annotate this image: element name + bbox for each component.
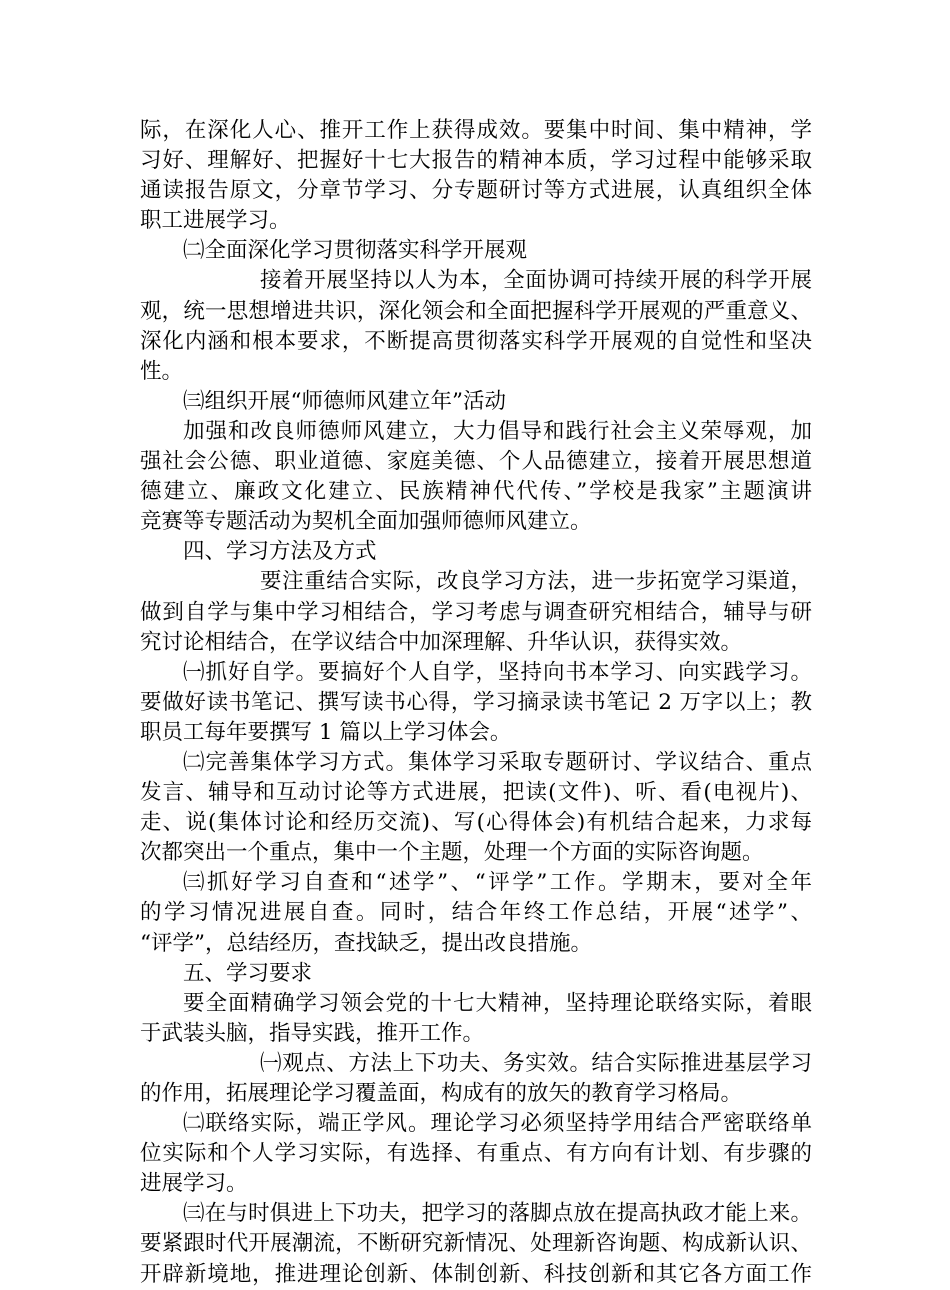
text-line: 进展学习。 <box>140 1171 248 1197</box>
text-line: ㈢在与时俱进上下功夫，把学习的落脚点放在提高执政才能上来。 <box>183 1201 812 1227</box>
text-line: 要注重结合实际，改良学习方法，进一步拓宽学习渠道， <box>260 569 812 595</box>
text-line: 五、学习要求 <box>183 960 313 986</box>
text-line: 竞赛等专题活动为契机全面加强师德师风建立。 <box>140 509 592 535</box>
document-body-text <box>140 116 812 1290</box>
text-line: 德建立、廉政文化建立、民族精神代代传、”学校是我家”主题演讲 <box>140 479 812 505</box>
text-line: 观，统一思想增进共识，深化领会和全面把握科学开展观的严重意义、 <box>140 298 812 324</box>
text-line: 的学习情况进展自查。同时，结合年终工作总结，开展“述学”、 <box>140 900 812 926</box>
text-line: 职工进展学习。 <box>140 208 291 234</box>
text-line: 做到自学与集中学习相结合，学习考虑与调查研究相结合，辅导与研 <box>140 599 812 625</box>
text-line: 位实际和个人学习实际，有选择、有重点、有方向有计划、有步骤的 <box>140 1141 812 1167</box>
text-line: 次都突出一个重点，集中一个主题，处理一个方面的实际咨询题。 <box>140 840 764 866</box>
text-line: 习好、理解好、把握好十七大报告的精神本质，学习过程中能够采取 <box>140 148 812 174</box>
text-line: ㈡联络实际，端正学风。理论学习必须坚持学用结合严密联络单 <box>183 1111 812 1137</box>
text-line: 际，在深化人心、推开工作上获得成效。要集中时间、集中精神，学 <box>140 118 812 143</box>
text-line: 性。 <box>140 358 184 384</box>
text-line: 接着开展坚持以人为本，全面协调可持续开展的科学开展 <box>260 268 812 294</box>
text-line: ㈠观点、方法上下功夫、务实效。结合实际推进基层学习 <box>260 1050 812 1076</box>
text-line: 要全面精确学习领会党的十七大精神，坚持理论联络实际，着眼 <box>183 990 812 1016</box>
text-line: 开辟新境地，推进理论创新、体制创新、科技创新和其它各方面工作 <box>140 1261 812 1287</box>
text-line: 于武装头脑，指导实践，推开工作。 <box>140 1020 485 1046</box>
text-line: 发言、辅导和互动讨论等方式进展，把读(文件)、听、看(电视片)、 <box>140 780 812 806</box>
text-line: 四、学习方法及方式 <box>183 539 377 565</box>
text-line: 加强和改良师德师风建立，大力倡导和践行社会主义荣辱观，加 <box>183 418 812 444</box>
text-line: 的作用，拓展理论学习覆盖面，构成有的放矢的教育学习格局。 <box>140 1081 743 1106</box>
text-line: ㈡全面深化学习贯彻落实科学开展观 <box>183 238 528 264</box>
text-line: 深化内涵和根本要求，不断提高贯彻落实科学开展观的自觉性和坚决 <box>140 328 812 354</box>
text-line: 走、说(集体讨论和经历交流)、写(心得体会)有机结合起来，力求每 <box>140 810 812 836</box>
text-line: ㈢抓好学习自查和“述学”、“评学”工作。学期末，要对全年 <box>183 870 812 896</box>
text-line: 要做好读书笔记、撰写读书心得，学习摘录读书笔记 2 万字以上；教 <box>140 689 812 715</box>
text-line: 究讨论相结合，在学议结合中加深理解、升华认识，获得实效。 <box>140 629 743 655</box>
text-line: “评学”，总结经历，查找缺乏，提出改良措施。 <box>140 930 592 956</box>
text-line: 要紧跟时代开展潮流，不断研究新情况、处理新咨询题、构成新认识、 <box>140 1231 812 1257</box>
text-line: ㈡完善集体学习方式。集体学习采取专题研讨、学议结合、重点 <box>183 749 812 775</box>
text-line: 通读报告原文，分章节学习、分专题研讨等方式进展，认真组织全体 <box>140 178 812 204</box>
text-line: ㈢组织开展“师德师风建立年”活动 <box>183 388 506 414</box>
text-line: ㈠抓好自学。要搞好个人自学，坚持向书本学习、向实践学习。 <box>183 659 812 685</box>
text-line: 强社会公德、职业道德、家庭美德、个人品德建立，接着开展思想道 <box>140 449 812 475</box>
text-line: 职员工每年要撰写 1 篇以上学习体会。 <box>140 719 512 745</box>
